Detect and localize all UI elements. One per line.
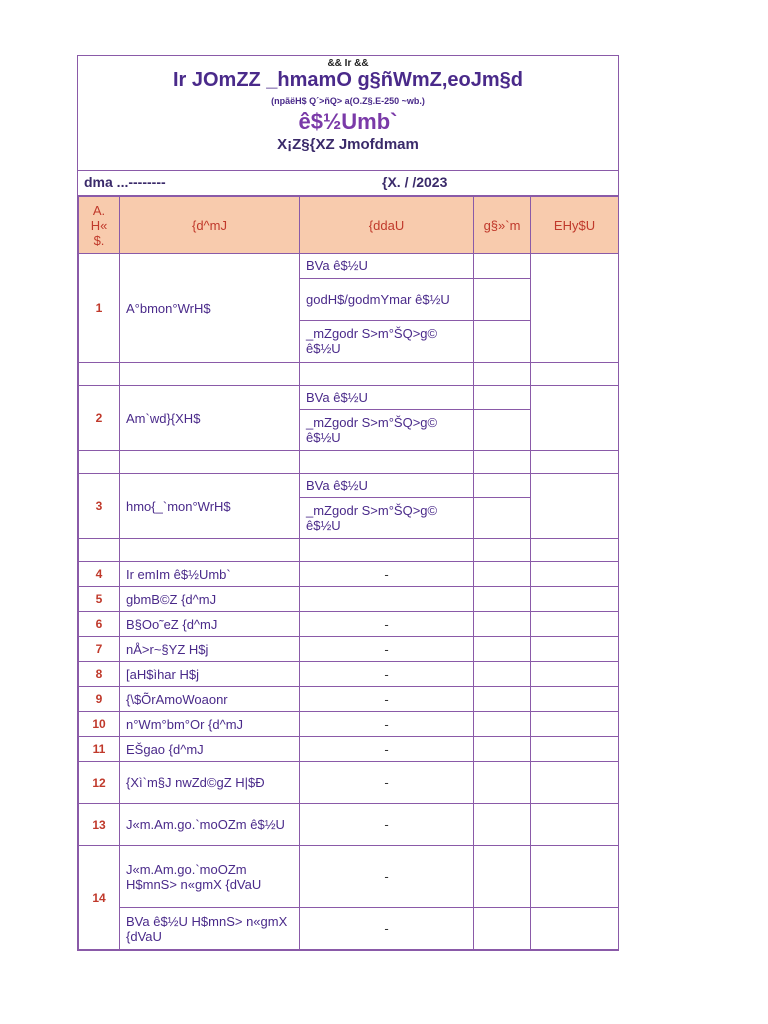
count-cell[interactable] bbox=[474, 612, 531, 637]
patient-type: _mZgodr S>m°ŠQ>g© ê$½U bbox=[300, 320, 474, 362]
count-cell[interactable] bbox=[474, 562, 531, 587]
count-cell[interactable] bbox=[474, 587, 531, 612]
department-name: BVa ê$½U H$mnS> n«gmX {dVaU bbox=[120, 908, 300, 950]
count-cell[interactable] bbox=[474, 474, 531, 498]
table-row bbox=[79, 562, 619, 587]
table-row bbox=[79, 637, 619, 662]
trust-registration: (npãëH$ Q´>ñQ> a(O.Z§.E-250 ~wb.) bbox=[271, 96, 425, 106]
count-cell[interactable] bbox=[474, 846, 531, 908]
department-name: [aH$ìhar H$j bbox=[120, 662, 300, 687]
department-name: EŠgao {d^mJ bbox=[120, 737, 300, 762]
department-name: Am`wd}{XH$ bbox=[120, 386, 300, 451]
department-name: J«m.Am.go.`moOZm ê$½U bbox=[120, 804, 300, 846]
patient-type: _mZgodr S>m°ŠQ>g© ê$½U bbox=[300, 498, 474, 539]
table-row bbox=[79, 687, 619, 712]
report-title: X¡Z§{XZ Jmofdmam bbox=[277, 136, 419, 153]
spacer-row bbox=[79, 539, 619, 562]
patient-type: BVa ê$½U bbox=[300, 386, 474, 410]
count-cell[interactable] bbox=[474, 662, 531, 687]
row-number: 8 bbox=[79, 662, 120, 687]
total-cell[interactable] bbox=[531, 254, 619, 363]
department-name: B§Oo˜eZ {d^mJ bbox=[120, 612, 300, 637]
department-name: nÅ>r~§YZ H$j bbox=[120, 637, 300, 662]
col-count: g§»`m bbox=[474, 197, 531, 254]
row-number: 11 bbox=[79, 737, 120, 762]
table-row bbox=[79, 587, 619, 612]
table-row bbox=[79, 846, 619, 908]
table-row bbox=[79, 386, 619, 410]
total-cell[interactable] bbox=[531, 908, 619, 950]
detail-cell: - bbox=[300, 908, 474, 950]
spacer-row bbox=[79, 451, 619, 474]
department-name: J«m.Am.go.`moOZm H$mnS> n«gmX {dVaU bbox=[120, 846, 300, 908]
row-number: 9 bbox=[79, 687, 120, 712]
count-cell[interactable] bbox=[474, 804, 531, 846]
count-cell[interactable] bbox=[474, 410, 531, 451]
row-number: 10 bbox=[79, 712, 120, 737]
col-total: EHy$U bbox=[531, 197, 619, 254]
total-cell[interactable] bbox=[531, 474, 619, 539]
count-cell[interactable] bbox=[474, 712, 531, 737]
count-cell[interactable] bbox=[474, 254, 531, 279]
invocation-text: && Ir && bbox=[327, 58, 369, 69]
patient-type: BVa ê$½U bbox=[300, 254, 474, 279]
department-name: A°bmon°WrH$ bbox=[120, 254, 300, 363]
count-cell[interactable] bbox=[474, 687, 531, 712]
count-cell[interactable] bbox=[474, 908, 531, 950]
spacer-row bbox=[79, 363, 619, 386]
form-sheet bbox=[77, 55, 619, 951]
total-cell[interactable] bbox=[531, 562, 619, 587]
row-number: 7 bbox=[79, 637, 120, 662]
department-name: {Xì`m§J nwZd©gZ H|$Ð bbox=[120, 762, 300, 804]
count-cell[interactable] bbox=[474, 278, 531, 320]
count-cell[interactable] bbox=[474, 737, 531, 762]
form-header bbox=[78, 56, 618, 171]
detail-cell: - bbox=[300, 562, 474, 587]
total-cell[interactable] bbox=[531, 637, 619, 662]
date-line bbox=[78, 171, 618, 196]
row-number: 5 bbox=[79, 587, 120, 612]
organization-title: Ir JOmZZ _hmamO g§ñWmZ,eoJm§d bbox=[172, 69, 524, 91]
total-cell[interactable] bbox=[531, 662, 619, 687]
detail-cell: - bbox=[300, 737, 474, 762]
count-cell[interactable] bbox=[474, 498, 531, 539]
table-row bbox=[79, 712, 619, 737]
department-name: {\$ÕrAmoWoaonr bbox=[120, 687, 300, 712]
detail-cell: - bbox=[300, 662, 474, 687]
total-cell[interactable] bbox=[531, 762, 619, 804]
table-row bbox=[79, 474, 619, 498]
row-number: 14 bbox=[79, 846, 120, 950]
department-name: hmo{_`mon°WrH$ bbox=[120, 474, 300, 539]
table-header-row bbox=[79, 197, 619, 254]
detail-cell: - bbox=[300, 687, 474, 712]
hospital-name: ê$½Umb` bbox=[298, 109, 398, 134]
department-name: Ir emIm ê$½Umb` bbox=[120, 562, 300, 587]
row-number: 2 bbox=[79, 386, 120, 451]
table-row bbox=[79, 762, 619, 804]
total-cell[interactable] bbox=[531, 687, 619, 712]
department-name: n°Wm°bm°Or {d^mJ bbox=[120, 712, 300, 737]
row-number: 13 bbox=[79, 804, 120, 846]
total-cell[interactable] bbox=[531, 737, 619, 762]
report-table bbox=[78, 196, 619, 950]
table-row bbox=[79, 908, 619, 950]
total-cell[interactable] bbox=[531, 612, 619, 637]
table-row bbox=[79, 737, 619, 762]
total-cell[interactable] bbox=[531, 712, 619, 737]
detail-cell: - bbox=[300, 762, 474, 804]
row-number: 12 bbox=[79, 762, 120, 804]
count-cell[interactable] bbox=[474, 320, 531, 362]
table-row bbox=[79, 612, 619, 637]
total-cell[interactable] bbox=[531, 846, 619, 908]
count-cell[interactable] bbox=[474, 386, 531, 410]
count-cell[interactable] bbox=[474, 637, 531, 662]
detail-cell: - bbox=[300, 846, 474, 908]
col-sr: A. H« $. bbox=[79, 197, 120, 254]
day-field: dma ...-------- bbox=[84, 174, 166, 190]
table-row bbox=[79, 254, 619, 279]
department-name: gbmB©Z {d^mJ bbox=[120, 587, 300, 612]
row-number: 3 bbox=[79, 474, 120, 539]
detail-cell: - bbox=[300, 804, 474, 846]
row-number: 4 bbox=[79, 562, 120, 587]
patient-type: _mZgodr S>m°ŠQ>g© ê$½U bbox=[300, 410, 474, 451]
detail-cell: - bbox=[300, 712, 474, 737]
total-cell[interactable] bbox=[531, 587, 619, 612]
patient-type: BVa ê$½U bbox=[300, 474, 474, 498]
table-row bbox=[79, 662, 619, 687]
row-number: 6 bbox=[79, 612, 120, 637]
col-department: {d^mJ bbox=[120, 197, 300, 254]
table-row bbox=[79, 804, 619, 846]
patient-type: godH$/godmYmar ê$½U bbox=[300, 278, 474, 320]
total-cell[interactable] bbox=[531, 386, 619, 451]
total-cell[interactable] bbox=[531, 804, 619, 846]
row-number: 1 bbox=[79, 254, 120, 363]
detail-cell bbox=[300, 587, 474, 612]
col-detail: {ddaU bbox=[300, 197, 474, 254]
detail-cell: - bbox=[300, 612, 474, 637]
detail-cell: - bbox=[300, 637, 474, 662]
count-cell[interactable] bbox=[474, 762, 531, 804]
date-field: {X. / /2023 bbox=[382, 174, 448, 190]
